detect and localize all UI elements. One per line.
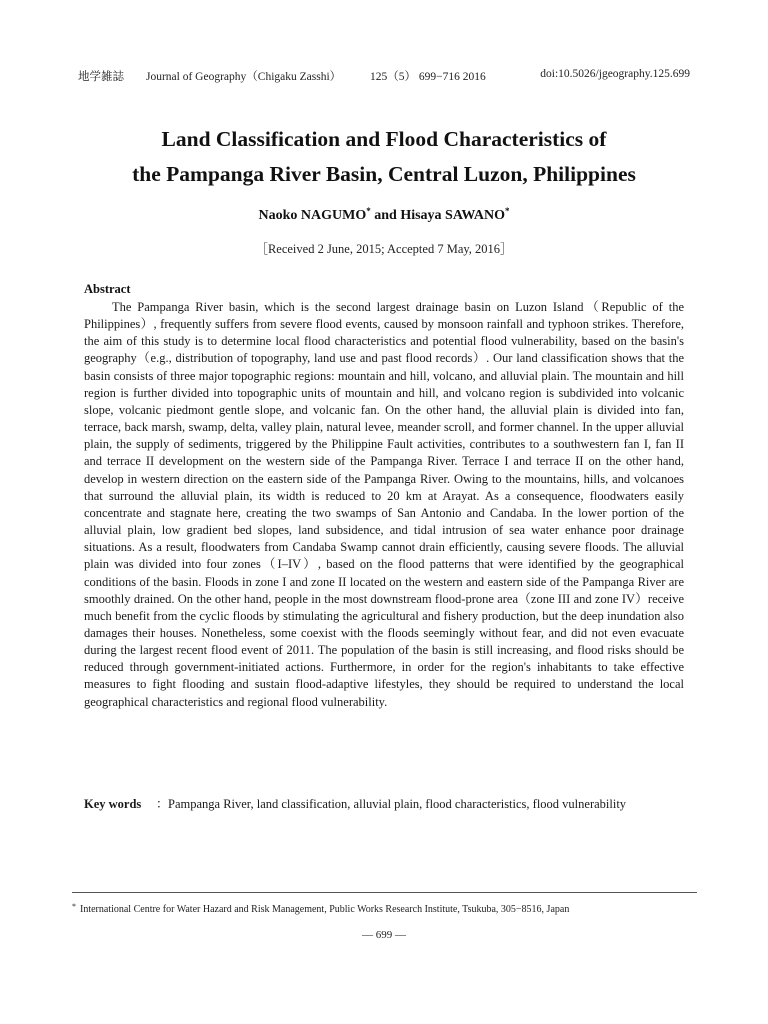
affiliation-footnote <box>72 902 697 915</box>
abstract-text: The Pampanga River basin, which is the second largest drainage basin on Luzon Island（Republic of the Philippines）, frequently suffers from severe flood events, caused by monsoon rainfall and typhoon strikes. Therefore, the aim of this study is to determine local flood characteristics and potential flood vulnerability, based on the basin's geography（e.g., distribution of topography, land use and past flood records）. Our land classification shows that the basin consists of three major topographic regions: mountain and hill, volcano, and alluvial plain. The mountain and hill region is further divided into topographic units of mountain and hill, and volcano region is subdivided into volcanic slope, volcanic piedmont gentle slope, and volcanic fan. On the other hand, the alluvial plain is divided into fan, terrace, back marsh, swamp, delta, valley plain, natural levee, meander scroll, and former channel. In the upper alluvial plain, the supply of sediments, triggered by the Philippine Fault activities, contributes to a southwestern fan I, fan II and terrace II development on the western side of the Pampanga River. Terrace I and terrace II on the other hand, develop in western direction on the eastern side of the Pampanga River. Owing to the mountains, hills, and volcanoes that surround the alluvial plain, its width is reduced to 20 km at Arayat. As a consequence, floodwaters easily concentrate and stagnate here, creating the two swamps of San Antonio and Candaba. In the lower portion of the alluvial plain, low gradient bed slopes, land subsidence, and tidal intrusion of sea water enhance poor drainage situations. As a result, floodwaters from Candaba Swamp cannot drain efficiently, causing severe floods. The alluvial plain was divided into four zones（I–IV）, based on the flood patterns that were identified by the geographical conditions of the basin. Floods in zone I and zone II located on the western and eastern side of the Pampanga River are smoothly drained. On the other hand, people in the most downstream flood-prone area（zone III and zone IV）receive much benefit from the cyclic floods by stimulating the agricultural and fishery production, but the deep inundation also damages their houses. Nonetheless, some coexist with the floods seemingly without fear, and did not even evacuate during the largest recent flood event of 2011. The population of the basin is still increasing, and flood risks should be reduced through government-initiated actions. Furthermore, in order for the region's inhabitants to take effective measures to fight flooding and sustain flood-adaptive lifestyles, they should be required to understand the local geographical characteristics and regional flood vulnerability. <box>84 300 684 709</box>
keywords-label: Key words <box>84 797 142 811</box>
keywords-separator: ： <box>156 797 169 811</box>
volume-issue-pages: 125（5） 699−716 2016 <box>370 71 486 83</box>
footnote-text: International Centre for Water Hazard and Risk Management, Public Works Research Institute, Tsukuba, 305−8516, Japan <box>80 904 570 915</box>
author-list <box>60 206 708 224</box>
paper-title-line-2: the Pampanga River Basin, Central Luzon, Philippines <box>132 162 636 186</box>
journal-name: Journal of Geography（Chigaku Zasshi） <box>146 71 342 83</box>
paper-title-line-1: Land Classification and Flood Characteristics of <box>161 127 607 151</box>
page-number: — 699 — <box>362 929 406 941</box>
running-head <box>78 68 690 84</box>
affiliation-mark: * <box>366 206 371 216</box>
abstract-heading: Abstract <box>84 282 131 296</box>
doi: doi:10.5026/jgeography.125.699 <box>540 68 690 80</box>
affiliation-mark: * <box>504 206 510 216</box>
footnote-mark: * <box>72 902 76 911</box>
paper-title <box>60 122 708 192</box>
keywords-text: Pampanga River, land classification, alluvial plain, flood characteristics, flood vulnerability <box>168 797 627 811</box>
received-accepted-dates: ［Received 2 June, 2015; Accepted 7 May, 2016］ <box>255 242 513 256</box>
author-conjunction: and <box>370 208 401 223</box>
author-name: Hisaya SAWANO <box>400 208 505 223</box>
journal-name-japanese: 地学雑誌 <box>78 71 124 83</box>
author-name: Naoko NAGUMO <box>258 208 367 223</box>
footnote-divider <box>72 892 697 893</box>
